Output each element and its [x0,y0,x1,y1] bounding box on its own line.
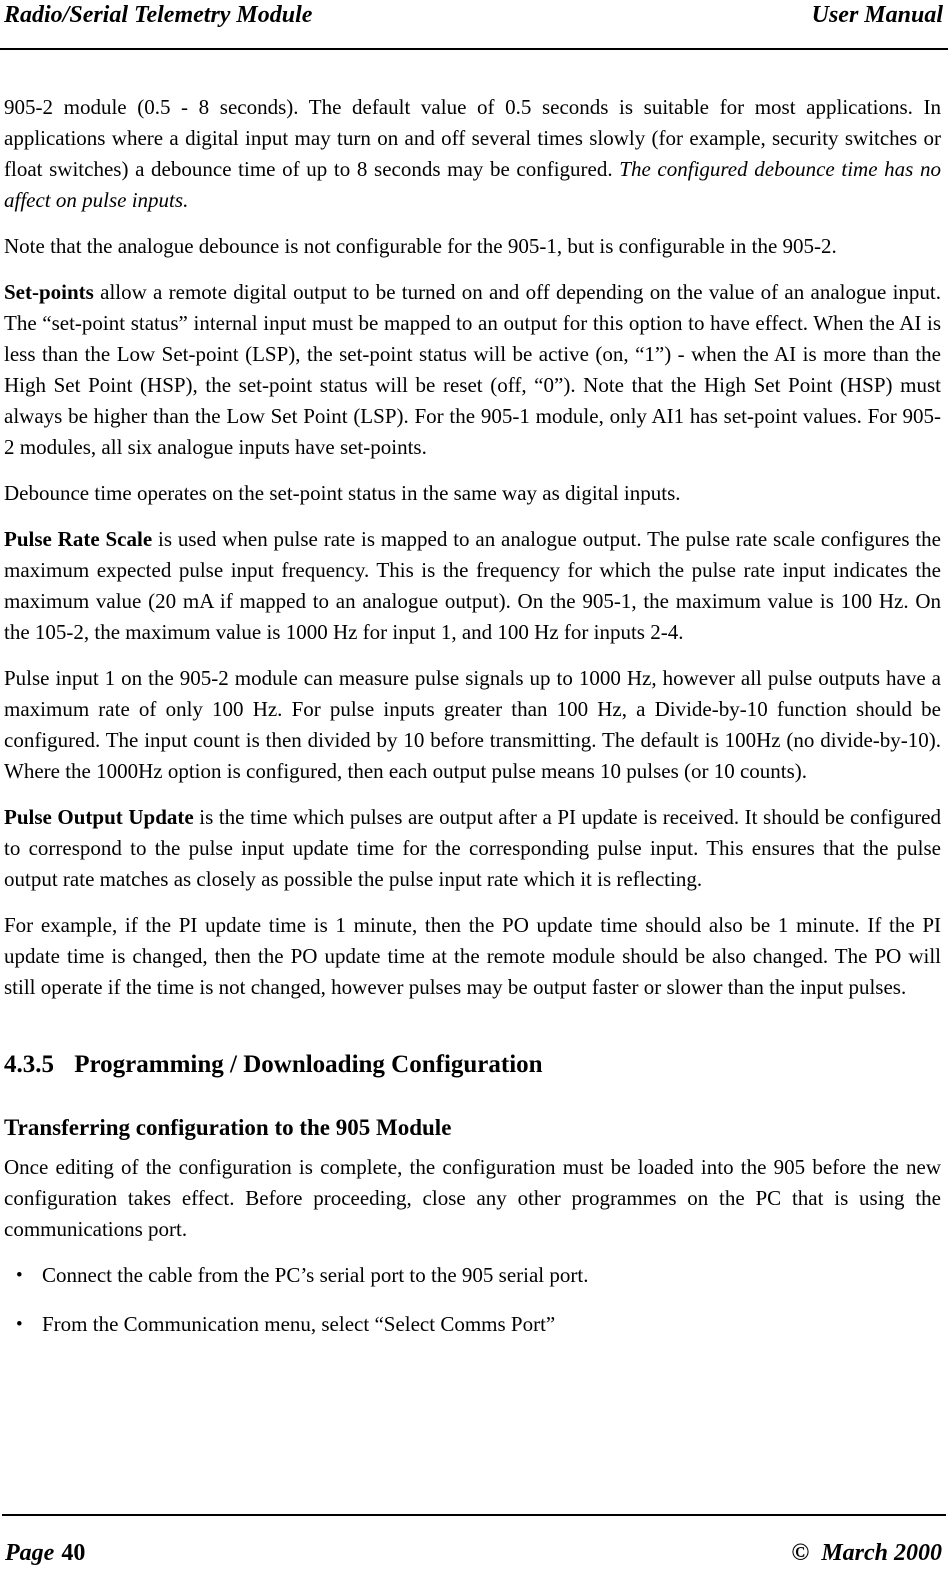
section-number: 4.3.5 [4,1051,54,1078]
paragraph-analogue-debounce-note: Note that the analogue debounce is not configurable for the 905-1, but is configurable in the 905-2. [4,234,837,258]
copyright-date: March 2000 [821,1540,942,1566]
list-item [4,1309,941,1340]
copyright-symbol: © [791,1540,810,1566]
section-heading [4,1048,941,1081]
page-header [0,0,948,50]
bullet-icon: • [16,1314,23,1335]
page-number-value: 40 [61,1540,86,1566]
paragraph-pulse-output-update: Pulse Output Update is the time which pulses are output after a PI update is received. It should be configured to correspond to the pulse input update time for the corresponding pulse input. This ensures that the pulse output rate matches as closely as possible the pulse input rate which it is reflecting. [4,805,942,891]
paragraph-pulse-rate-scale: Pulse Rate Scale is used when pulse rate is mapped to an analogue output. The pulse rate scale configures the maximum expected pulse input frequency. This is the frequency for which the pulse rate input indicates the maximum value (20 mA if mapped to an analogue output). On the 905-1, the maximum value is 100 Hz. On the 105-2, the maximum value is 1000 Hz for input 1, and 100 Hz for inputs 2-4. [4,527,941,644]
page-number [5,1540,85,1567]
bullet-icon: • [16,1265,23,1286]
section-title: Programming / Downloading Configuration [74,1051,543,1078]
list-item [4,1260,941,1291]
bullet-text-connect-cable: Connect the cable from the PC’s serial port to the 905 serial port. [42,1263,589,1287]
paragraph-set-points: Set-points allow a remote digital output to be turned on and off depending on the value of an analogue input. The “set-point status” internal input must be mapped to an output for this option to have effect. When the AI is less than the Low Set-point (LSP), the set-point status will be active (on, “1”) - when the AI is more than the High Set Point (HSP), the set-point status will be reset (off, “0”). Note that the High Set Point (HSP) must always be higher than the Low Set Point (LSP). For the 905-1 module, only AI1 has set-point values. For 905-2 modules, all six analogue inputs have set-points. [4,280,941,459]
paragraph-pulse-input-divide: Pulse input 1 on the 905-2 module can measure pulse signals up to 1000 Hz, however all pulse outputs have a maximum rate of only 100 Hz. For pulse inputs greater than 100 Hz, a Divide-by-10 function should be configured. The input count is then divided by 10 before transmitting. The default is 100Hz (no divide-by-10). Where the 1000Hz option is configured, then each output pulse means 10 pulses (or 10 counts). [4,666,941,783]
paragraph-po-update-example: For example, if the PI update time is 1 minute, then the PO update time should also be 1 minute. If the PI update time is changed, then the PO update time at the remote module should be also changed. The PO will still operate if the time is not changed, however pulses may be output faster or slower than the input pulses. [4,913,941,999]
header-manual-label: User Manual [811,2,943,28]
page-body [0,52,948,1358]
paragraph-debounce-set-point: Debounce time operates on the set-point status in the same way as digital inputs. [4,481,681,505]
subsection-heading: Transferring configuration to the 905 Module [4,1115,452,1140]
paragraph-debounce-range: 905-2 module (0.5 - 8 seconds). The default value of 0.5 seconds is suitable for most applications. In applications where a digital input may turn on and off several times slowly (for example, security switches or float switches) a debounce time of up to 8 seconds may be configured. The configured debounce time has no affect on pulse inputs. [4,95,941,212]
header-document-title: Radio/Serial Telemetry Module [4,2,313,28]
page-footer [2,1514,946,1567]
paragraph-transfer-intro: Once editing of the configuration is complete, the configuration must be loaded into the 905 before the new configuration takes effect. Before proceeding, close any other programmes on the PC that is using the communications port. [4,1155,941,1241]
page-label: Page [5,1540,55,1566]
bullet-text-select-comms-port: From the Communication menu, select “Select Comms Port” [42,1312,556,1336]
copyright [791,1540,942,1567]
